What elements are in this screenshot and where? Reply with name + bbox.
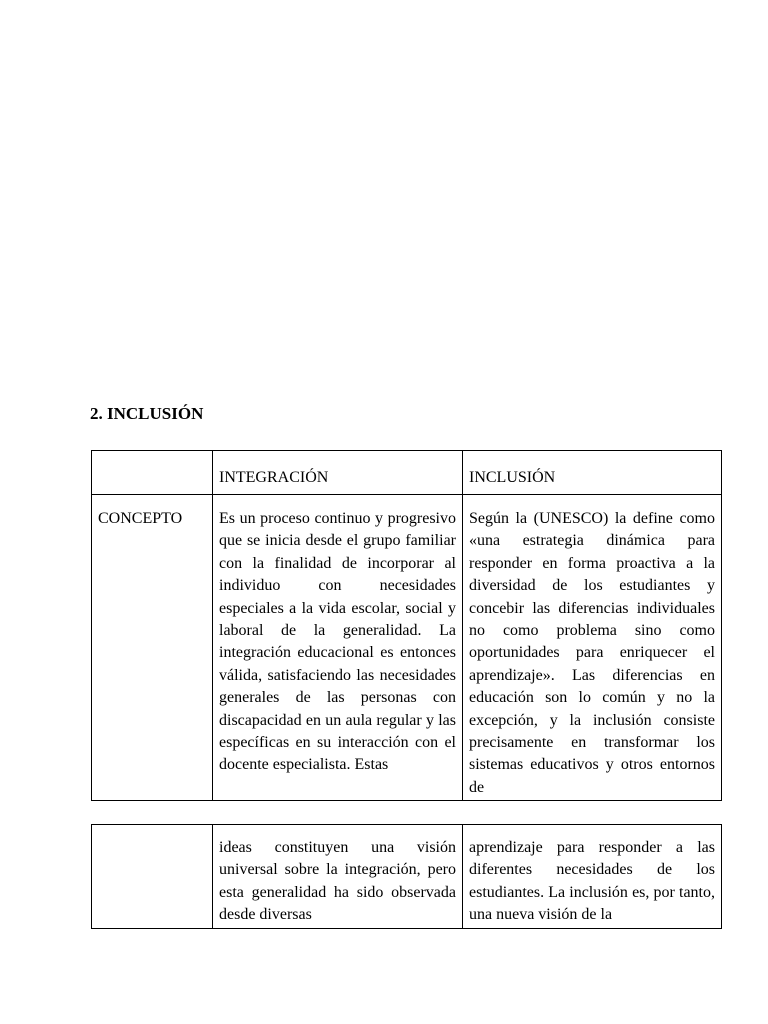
cell-integracion-text: Es un proceso continuo y progresivo que se inicia desde el grupo familiar con la finalidad de incorporar al individuo con necesidades especiales a la vida escolar, social y laboral de la generalidad. La integración educacional es entonces válida, satisfaciendo las necesidades generales de las personas con discapacidad en un aula regular y las específicas en su interacción con el docente especialista. Estas <box>213 495 463 801</box>
cell-inclusion-text: Según la (UNESCO) la define como «una estrategia dinámica para responder en forma proactiva a la diversidad de los estudiantes y concebir las diferencias individuales no como problema sino como oportunidades para enriquecer el aprendizaje». Las diferencias en educación son lo común y no la excepción, y la inclusión consiste precisamente en transformar los sistemas educativos y otros entornos de <box>463 495 722 801</box>
header-cell-empty <box>92 451 213 495</box>
section-heading: 2. INCLUSIÓN <box>90 404 204 423</box>
table-row <box>92 495 722 801</box>
comparison-table <box>91 450 722 801</box>
cell-integracion-text-continued: ideas constituyen una visión universal sobre la integración, pero esta generalidad ha sido observada desde diversas <box>213 825 463 929</box>
table-header-row <box>92 451 722 495</box>
row-label-empty <box>92 825 213 929</box>
comparison-table-continued <box>91 824 722 929</box>
table-row <box>92 825 722 929</box>
cell-inclusion-text-continued: aprendizaje para responder a las diferentes necesidades de los estudiantes. La inclusión es, por tanto, una nueva visión de la <box>463 825 722 929</box>
row-label-concepto: CONCEPTO <box>92 495 213 801</box>
header-cell-integracion: INTEGRACIÓN <box>213 451 463 495</box>
header-cell-inclusion: INCLUSIÓN <box>463 451 722 495</box>
